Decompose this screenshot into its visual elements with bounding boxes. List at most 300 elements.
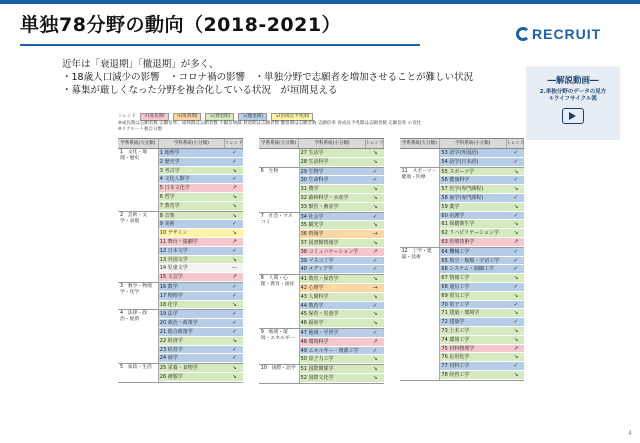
- trend-arrow-icon: ✓: [508, 301, 525, 309]
- field-row: [159, 229, 243, 238]
- field-row: [159, 247, 243, 256]
- trend-arrow-icon: ✓: [226, 149, 243, 157]
- field-group: [118, 149, 243, 212]
- field-row: [440, 301, 524, 310]
- field-label: 49 エネルギー・資源工学: [300, 347, 367, 355]
- field-label: 41 教育・保育学: [300, 275, 367, 283]
- legend-item-withdraw: ↘(撤退期): [238, 113, 267, 121]
- field-row: [300, 355, 384, 364]
- trend-arrow-icon: ↗: [226, 184, 243, 192]
- field-row: [300, 338, 384, 347]
- field-group: [400, 168, 525, 248]
- field-row: [300, 213, 384, 222]
- field-row: [440, 248, 524, 257]
- field-row: [300, 176, 384, 185]
- legend-row: [118, 113, 421, 121]
- group-name: 12 工学・建築・技術: [400, 248, 441, 380]
- header-trend: トレンド: [225, 141, 243, 146]
- field-label: 54 語学(日本語): [440, 158, 507, 166]
- field-row: [440, 212, 524, 221]
- field-row: [159, 292, 243, 301]
- field-row: [159, 328, 243, 337]
- field-row: [440, 168, 524, 177]
- field-row: [159, 158, 243, 167]
- field-row: [300, 310, 384, 319]
- field-row: [159, 238, 243, 247]
- trend-arrow-icon: ↘: [367, 319, 384, 327]
- group-name: 11 スポーツ・健康・医療: [400, 168, 441, 247]
- legend-item-decline: ↘(衰退期): [205, 113, 234, 121]
- field-row: [159, 346, 243, 355]
- trend-arrow-icon: ✓: [367, 347, 384, 355]
- field-label: 34 社会学: [300, 213, 367, 221]
- group-name: 7 社会・マスコミ: [259, 213, 300, 275]
- field-label: 16 数学: [159, 283, 226, 291]
- table-panel: [259, 138, 384, 384]
- field-group: [400, 149, 525, 168]
- field-row: [159, 175, 243, 184]
- field-label: 60 看護学: [440, 212, 507, 220]
- play-icon[interactable]: [562, 108, 584, 124]
- field-label: 72 建築学: [440, 318, 507, 326]
- field-group: [400, 248, 525, 381]
- field-row: [300, 185, 384, 194]
- trend-arrow-icon: ✓: [367, 213, 384, 221]
- field-row: [159, 373, 243, 382]
- field-label: 62 リハビリテーション学: [440, 229, 507, 237]
- field-label: 17 物理学: [159, 292, 226, 300]
- trend-arrow-icon: ↘: [226, 337, 243, 345]
- header-big: 学系系統(大分類): [118, 139, 159, 148]
- field-row: [440, 362, 524, 371]
- header-big: 学系系統(大分類): [259, 139, 300, 148]
- field-row: [159, 256, 243, 265]
- trend-arrow-icon: ✓: [226, 354, 243, 362]
- field-label: 4 文化人類学: [159, 175, 226, 183]
- field-row: [440, 336, 524, 345]
- trend-arrow-icon: ↘: [508, 229, 525, 237]
- trend-arrow-icon: ↘: [367, 194, 384, 202]
- legend-item-regrowth: ↘(再成長予兆期): [271, 113, 313, 121]
- table-panel: [400, 138, 525, 381]
- field-row: [440, 203, 524, 212]
- trend-arrow-icon: ↘: [367, 185, 384, 193]
- field-label: 76 応用化学: [440, 353, 507, 361]
- field-group: [259, 168, 384, 213]
- trend-arrow-icon: ↘: [508, 203, 525, 211]
- field-label: 36 情報学: [300, 230, 367, 238]
- field-row: [300, 168, 384, 177]
- trend-arrow-icon: ✓: [508, 212, 525, 220]
- field-row: [300, 293, 384, 302]
- trend-arrow-icon: →: [367, 230, 384, 238]
- field-row: [300, 302, 384, 311]
- trend-arrow-icon: ✓: [508, 176, 525, 184]
- legend-item-mature: →(成熟期): [173, 113, 202, 121]
- group-name: 1 文化・地理・歴史: [118, 149, 159, 211]
- trend-arrow-icon: ↘: [508, 327, 525, 335]
- field-row: [440, 318, 524, 327]
- field-label: 3 考古学: [159, 167, 226, 175]
- header-small: 学科系統(小分類): [440, 139, 506, 148]
- group-name: 6 生物: [259, 168, 300, 212]
- group-name: 2 芸術・文学・表現: [118, 212, 159, 282]
- trend-arrow-icon: ↘: [226, 301, 243, 309]
- field-row: [440, 158, 524, 167]
- field-row: [440, 353, 524, 362]
- trend-arrow-icon: ✓: [226, 247, 243, 255]
- field-label: 35 観光学: [300, 221, 367, 229]
- field-label: 21 総合政策学: [159, 328, 226, 336]
- group-name: 9 地域・環境・エネルギー: [259, 329, 300, 364]
- intro-line-1: 近年は「衰退期」「撤退期」が多く、: [62, 59, 219, 70]
- trend-arrow-icon: ✓: [508, 318, 525, 326]
- field-label: 14 児童文学: [159, 264, 226, 272]
- field-group: [259, 149, 384, 168]
- field-row: [440, 371, 524, 380]
- field-row: [300, 158, 384, 167]
- table-panel: [118, 138, 243, 383]
- trend-arrow-icon: ✓: [226, 175, 243, 183]
- trend-arrow-icon: ✓: [226, 292, 243, 300]
- field-label: 28 生活科学: [300, 158, 367, 166]
- trend-arrow-icon: ✓: [226, 328, 243, 336]
- field-group: [118, 310, 243, 364]
- field-label: 26 被服学: [159, 373, 226, 381]
- field-row: [300, 329, 384, 338]
- field-label: 56 健康科学: [440, 176, 507, 184]
- trend-arrow-icon: ↘: [508, 168, 525, 176]
- field-group: [259, 365, 384, 384]
- field-row: [440, 229, 524, 238]
- trend-arrow-icon: ✓: [508, 265, 525, 273]
- field-row: [440, 345, 524, 354]
- field-row: [300, 248, 384, 257]
- field-label: 43 人間科学: [300, 293, 367, 301]
- trend-arrow-icon: ✓: [508, 149, 525, 157]
- field-row: [300, 284, 384, 293]
- field-row: [440, 220, 524, 229]
- field-row: [159, 310, 243, 319]
- field-row: [159, 283, 243, 292]
- trend-arrow-icon: ✓: [226, 158, 243, 166]
- trend-arrow-icon: ✓: [367, 302, 384, 310]
- field-label: 78 経営工学: [440, 371, 507, 379]
- field-row: [159, 319, 243, 328]
- field-label: 74 環境工学: [440, 336, 507, 344]
- legend-source: ※リクルート独自分類: [118, 127, 163, 132]
- page-title: 単独78分野の動向（2018-2021）: [20, 14, 342, 36]
- group-name: 10 国際・語学: [259, 365, 300, 383]
- field-label: 12 日本文学: [159, 247, 226, 255]
- header-big: 学系系統(大分類): [400, 139, 441, 148]
- trend-arrow-icon: ✓: [367, 257, 384, 265]
- table-header: [118, 138, 243, 149]
- trend-arrow-icon: ↘: [367, 293, 384, 301]
- field-row: [159, 193, 243, 202]
- field-label: 7 教育学: [159, 202, 226, 210]
- field-label: 33 獣医・畜産学: [300, 203, 367, 211]
- field-row: [300, 194, 384, 203]
- page-number: 4: [628, 430, 632, 437]
- field-row: [300, 221, 384, 230]
- field-label: 69 電気工学: [440, 292, 507, 300]
- field-label: 64 機械工学: [440, 248, 507, 256]
- explainer-video-card[interactable]: [526, 66, 620, 140]
- field-row: [159, 354, 243, 363]
- header-small: 学科系統(小分類): [159, 139, 225, 148]
- field-row: [440, 265, 524, 274]
- trend-arrow-icon: ↘: [226, 202, 243, 210]
- field-row: [440, 194, 524, 203]
- field-row: [159, 220, 243, 229]
- field-label: 5 日本文化学: [159, 184, 226, 192]
- field-label: 13 外国文学: [159, 256, 226, 264]
- table-header: [259, 138, 384, 149]
- trend-arrow-icon: ✓: [226, 319, 243, 327]
- trend-arrow-icon: ✓: [508, 248, 525, 256]
- video-subtitle: 2.単独分野のデータの見方 ①ライフサイクル図: [539, 89, 607, 102]
- field-row: [300, 275, 384, 284]
- group-name: 8 人間・心理・教育・福祉: [259, 275, 300, 328]
- field-label: 71 建築・環境学: [440, 309, 507, 317]
- trend-arrow-icon: ↗: [367, 248, 384, 256]
- field-row: [440, 149, 524, 158]
- trend-arrow-icon: ↘: [367, 310, 384, 318]
- field-group: [259, 275, 384, 329]
- field-label: 50 原子力工学: [300, 355, 367, 363]
- field-row: [440, 238, 524, 247]
- trend-arrow-icon: ✓: [508, 257, 525, 265]
- trend-arrow-icon: ↘: [367, 239, 384, 247]
- trend-arrow-icon: ✓: [508, 283, 525, 291]
- field-label: 77 材料工学: [440, 362, 507, 370]
- table-header: [400, 138, 525, 149]
- field-label: 59 薬学: [440, 203, 507, 211]
- intro-text: [62, 58, 522, 97]
- trend-arrow-icon: ↘: [508, 371, 525, 379]
- field-label: 66 システム・制御工学: [440, 265, 507, 273]
- field-row: [300, 265, 384, 274]
- field-label: 46 福祉学: [300, 319, 367, 327]
- trend-arrow-icon: ✓: [508, 362, 525, 370]
- trend-arrow-icon: ✓: [226, 283, 243, 291]
- field-label: 75 材料物理学: [440, 345, 507, 353]
- field-label: 55 スポーツ学: [440, 168, 507, 176]
- intro-line-3: ・募集が厳しくなった分野を複合化している状況 が垣間見える: [62, 85, 338, 96]
- trend-arrow-icon: ↘: [508, 220, 525, 228]
- field-row: [300, 365, 384, 374]
- field-row: [440, 185, 524, 194]
- field-label: 68 通信工学: [440, 283, 507, 291]
- field-group: [118, 283, 243, 310]
- group-name: 5 家政・生活: [118, 364, 159, 382]
- trend-arrow-icon: ↘: [508, 292, 525, 300]
- trend-arrow-icon: ↗: [508, 345, 525, 353]
- trend-arrow-icon: ✓: [367, 265, 384, 273]
- recruit-logo: [516, 24, 601, 44]
- field-label: 19 法学: [159, 310, 226, 318]
- field-label: 29 生物学: [300, 168, 367, 176]
- field-label: 27 生活学: [300, 149, 367, 157]
- field-label: 2 歴史学: [159, 158, 226, 166]
- intro-line-2: ・18歳人口減少の影響 ・コロナ禍の影響 ・単独分野で志願者を増加させることが難しい状況: [62, 72, 474, 83]
- field-label: 31 農学: [300, 185, 367, 193]
- field-label: 48 環境科学: [300, 338, 367, 346]
- legend-note: ※成長期は志願者数 志願倍率、成熟期は志願者数 小幅な増減 衰退期は志願者数 撤退期は志願者数 志願倍率 再成長予兆期は志願者数 志願倍率 の変化: [118, 121, 422, 126]
- trend-arrow-icon: ↘: [226, 167, 243, 175]
- field-label: 11 舞台・演劇学: [159, 238, 226, 246]
- field-label: 40 メディア学: [300, 265, 367, 273]
- field-row: [300, 239, 384, 248]
- field-row: [159, 167, 243, 176]
- trend-arrow-icon: ↘: [508, 353, 525, 361]
- field-row: [159, 337, 243, 346]
- field-label: 42 心理学: [300, 284, 367, 292]
- trend-legend: [118, 113, 421, 133]
- title-underline: [20, 44, 420, 46]
- field-label: 47 地域・学習学: [300, 329, 367, 337]
- field-row: [159, 264, 243, 273]
- header-small: 学科系統(小分類): [299, 139, 365, 148]
- trend-arrow-icon: ↘: [508, 336, 525, 344]
- group-name: [259, 149, 300, 167]
- field-label: 58 歯学(専門課程): [440, 194, 507, 202]
- field-label: 44 教育学: [300, 302, 367, 310]
- logo-wordmark: RECRUIT: [532, 26, 602, 42]
- group-name: [400, 149, 441, 167]
- trend-arrow-icon: ✓: [508, 194, 525, 202]
- field-label: 52 国際文化学: [300, 374, 367, 382]
- group-name: 3 数学・物理学・化学: [118, 283, 159, 309]
- field-label: 24 商学: [159, 354, 226, 362]
- field-row: [159, 212, 243, 221]
- field-label: 8 音楽: [159, 212, 226, 220]
- trend-arrow-icon: ↗: [226, 273, 243, 281]
- trend-arrow-icon: ↗: [508, 238, 525, 246]
- trend-arrow-icon: —: [226, 264, 243, 272]
- field-row: [159, 202, 243, 211]
- field-label: 53 語学(外国語): [440, 149, 507, 157]
- trend-arrow-icon: ↘: [226, 364, 243, 372]
- header-trend: トレンド: [365, 141, 384, 146]
- field-label: 1 地理学: [159, 149, 226, 157]
- trend-arrow-icon: ↘: [367, 365, 384, 373]
- trend-arrow-icon: ✓: [226, 310, 243, 318]
- field-label: 51 国際関係学: [300, 365, 367, 373]
- field-label: 73 土木工学: [440, 327, 507, 335]
- field-label: 25 栄養・食物学: [159, 364, 226, 372]
- header-trend: トレンド: [506, 141, 525, 146]
- trend-arrow-icon: →: [367, 284, 384, 292]
- field-row: [300, 319, 384, 328]
- field-label: 65 航空・船舶・宇宙工学: [440, 257, 507, 265]
- field-label: 37 図書館情報学: [300, 239, 367, 247]
- trend-arrow-icon: ↘: [508, 309, 525, 317]
- field-label: 9 美術: [159, 220, 226, 228]
- field-label: 38 コミュニケーション学: [300, 248, 367, 256]
- field-row: [300, 257, 384, 266]
- field-row: [159, 149, 243, 158]
- trend-arrow-icon: ↘: [226, 256, 243, 264]
- trend-arrow-icon: ↗: [226, 238, 243, 246]
- field-group: [118, 212, 243, 283]
- trend-arrow-icon: ✓: [367, 176, 384, 184]
- field-trend-tables: [118, 138, 525, 443]
- field-row: [300, 149, 384, 158]
- field-label: 32 森林科学・水産学: [300, 194, 367, 202]
- trend-arrow-icon: ↘: [367, 158, 384, 166]
- trend-arrow-icon: ↘: [367, 203, 384, 211]
- field-label: 45 保育・児童学: [300, 310, 367, 318]
- trend-arrow-icon: ↘: [508, 185, 525, 193]
- field-row: [440, 283, 524, 292]
- trend-arrow-icon: ✓: [367, 329, 384, 337]
- field-row: [440, 327, 524, 336]
- trend-arrow-icon: ↘: [226, 212, 243, 220]
- field-group: [259, 329, 384, 365]
- field-label: 61 保健衛生学: [440, 220, 507, 228]
- field-row: [440, 309, 524, 318]
- field-row: [159, 364, 243, 373]
- trend-arrow-icon: ↘: [367, 149, 384, 157]
- field-row: [440, 292, 524, 301]
- trend-arrow-icon: ↘: [226, 229, 243, 237]
- trend-arrow-icon: ✓: [226, 346, 243, 354]
- group-name: 4 法律・政治・経済: [118, 310, 159, 363]
- video-title: ―解説動画―: [547, 76, 599, 86]
- trend-arrow-icon: ✓: [367, 168, 384, 176]
- field-label: 18 化学: [159, 301, 226, 309]
- trend-arrow-icon: ↘: [367, 221, 384, 229]
- field-label: 70 電子工学: [440, 301, 507, 309]
- trend-arrow-icon: ✓: [226, 220, 243, 228]
- field-label: 30 生命科学: [300, 176, 367, 184]
- field-row: [300, 230, 384, 239]
- legend-item-growth: ↗(成長期): [140, 113, 169, 121]
- trend-arrow-icon: ✓: [508, 158, 525, 166]
- field-row: [440, 274, 524, 283]
- field-label: 63 医療技術学: [440, 238, 507, 246]
- field-row: [440, 176, 524, 185]
- trend-arrow-icon: ↘: [226, 193, 243, 201]
- field-row: [440, 257, 524, 266]
- field-label: 22 経済学: [159, 337, 226, 345]
- trend-arrow-icon: ↘: [367, 275, 384, 283]
- top-accent-bar: [0, 0, 640, 4]
- field-row: [159, 301, 243, 310]
- field-group: [118, 364, 243, 383]
- legend-label: トレンド: [118, 114, 136, 119]
- trend-arrow-icon: ↗: [367, 338, 384, 346]
- field-row: [300, 203, 384, 212]
- field-label: 15 文芸学: [159, 273, 226, 281]
- trend-arrow-icon: ↘: [367, 374, 384, 382]
- field-label: 6 哲学: [159, 193, 226, 201]
- field-row: [159, 184, 243, 193]
- field-label: 23 経営学: [159, 346, 226, 354]
- field-label: 39 マスコミ学: [300, 257, 367, 265]
- field-label: 10 デザイン: [159, 229, 226, 237]
- field-row: [300, 347, 384, 356]
- field-row: [159, 273, 243, 282]
- field-label: 67 情報工学: [440, 274, 507, 282]
- logo-mark-icon: [516, 27, 530, 41]
- field-label: 20 政治・政策学: [159, 319, 226, 327]
- field-group: [259, 213, 384, 276]
- field-row: [300, 374, 384, 383]
- trend-arrow-icon: ↘: [508, 274, 525, 282]
